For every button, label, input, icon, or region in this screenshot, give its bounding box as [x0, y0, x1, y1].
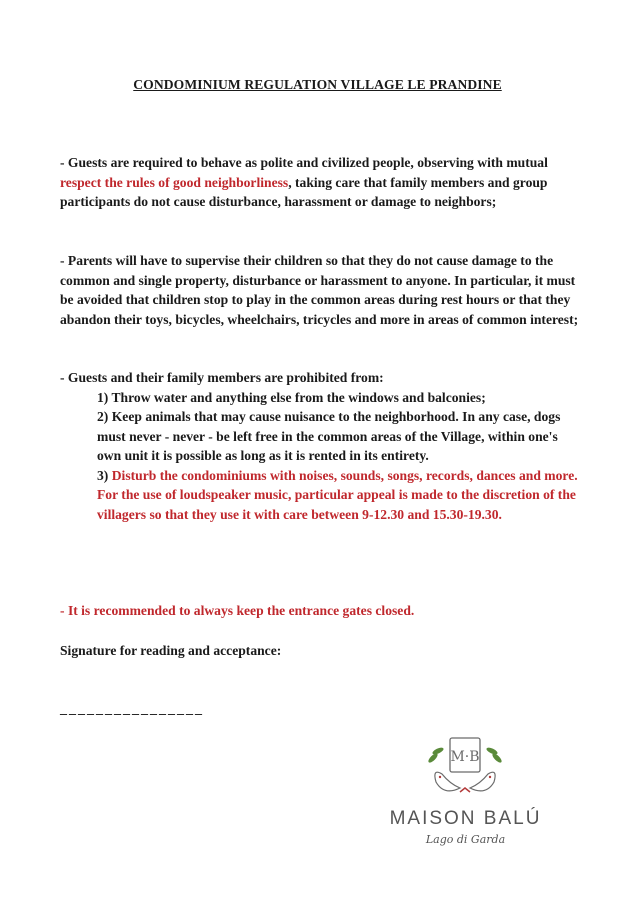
- rule-paragraph-3: [60, 368, 585, 524]
- heart-accent-icon: [460, 788, 470, 792]
- brand-tagline: Lago di Garda: [425, 833, 506, 846]
- rule-paragraph-2: - Parents will have to supervise their children so that they do not cause damage to the common and single property, disturbance or harassment to anyone. In particular, it must be avoided that children stop to play in the common areas during rest hours or that they abandon their toys, bicycles, wheelchairs, tricycles and more in areas of common interest;: [60, 253, 579, 327]
- signature-label: Signature for reading and acceptance:: [60, 643, 282, 658]
- rule-4-dash: -: [60, 603, 68, 618]
- rule-paragraph-4: [60, 601, 585, 621]
- brand-name: MAISON BALÚ: [389, 808, 542, 829]
- prohibited-intro: - Guests and their family members are prohibited from:: [60, 370, 384, 385]
- document-title: CONDOMINIUM REGULATION VILLAGE LE PRANDINE: [133, 77, 502, 92]
- prohibited-item-3: [60, 466, 585, 525]
- prohibited-item-3-number: 3): [97, 467, 112, 483]
- prohibited-item-3-text: Disturb the condominiums with noises, sounds, songs, records, dances and more. For the use of loudspeaker music, particular appeal is made to the discretion of the villagers so that they use it with care between 9-12.30 and 15.30-19.30.: [97, 467, 578, 522]
- rule-paragraph-1: [60, 153, 585, 212]
- bird-left-icon: [435, 772, 460, 791]
- prohibited-item-2: 2) Keep animals that may cause nuisance to the neighborhood. In any case, dogs must never - never - be left free in the common areas of the Village, within one's own unit it is possible as long as it is rented in its entirety.: [97, 409, 561, 463]
- monogram-letters: M·B: [450, 749, 480, 765]
- rule-1-text-start: - Guests are required to behave as polite and civilized people, observing with mutual: [60, 155, 548, 170]
- rule-1-text-end: , taking care that family members and group participants do not cause disturbance, harassment or damage to neighbors;: [60, 174, 548, 209]
- rule-4-text: It is recommended to always keep the entrance gates closed.: [67, 603, 415, 618]
- bird-right-icon: [470, 772, 495, 791]
- leaf-left-icon: [427, 746, 445, 764]
- rule-1-highlight: respect the rules of good neighborliness: [60, 174, 289, 190]
- signature-line: ________________: [60, 702, 204, 717]
- leaf-right-icon: [486, 746, 504, 764]
- prohibited-item-1: 1) Throw water and anything else from the windows and balconies;: [97, 389, 486, 405]
